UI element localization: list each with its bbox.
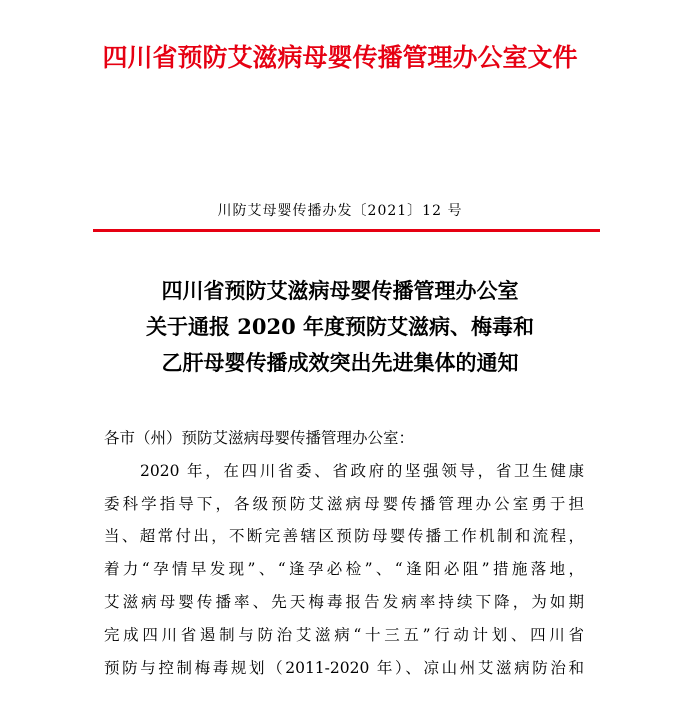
notice-title-line: 乙肝母婴传播成效突出先进集体的通知 — [161, 350, 519, 375]
paragraph-line: 2020 年，在四川省委、省政府的坚强领导，省卫生健康 — [140, 461, 584, 480]
paragraph-line: 委科学指导下，各级预防艾滋病母婴传播管理办公室勇于担 — [104, 494, 584, 513]
red-divider-rule — [93, 229, 600, 232]
salutation: 各市（州）预防艾滋病母婴传播管理办公室： — [104, 429, 415, 447]
notice-body — [104, 424, 584, 686]
notice-title-line: 四川省预防艾滋病母婴传播管理办公室 — [161, 278, 519, 303]
paragraph-line: 着力“孕情早发现”、“逢孕必检”、“逢阳必阻”措施落地， — [104, 560, 584, 579]
paragraph-line: 完成四川省遏制与防治艾滋病“十三五”行动计划、四川省 — [104, 625, 584, 644]
notice-title-line: 关于通报 2020 年度预防艾滋病、梅毒和 — [145, 314, 535, 339]
document-header-title: 四川省预防艾滋病母婴传播管理办公室文件 — [102, 43, 578, 72]
document-number: 川防艾母婴传播办发〔2021〕12 号 — [217, 203, 463, 219]
paragraph-line: 预防与控制梅毒规划（2011-2020 年）、凉山州艾滋病防治和 — [104, 658, 584, 677]
paragraph-line: 艾滋病母婴传播率、先天梅毒报告发病率持续下降，为如期 — [104, 592, 584, 611]
notice-title — [0, 276, 680, 384]
paragraph-line: 当、超常付出，不断完善辖区预防母婴传播工作机制和流程， — [104, 527, 584, 546]
